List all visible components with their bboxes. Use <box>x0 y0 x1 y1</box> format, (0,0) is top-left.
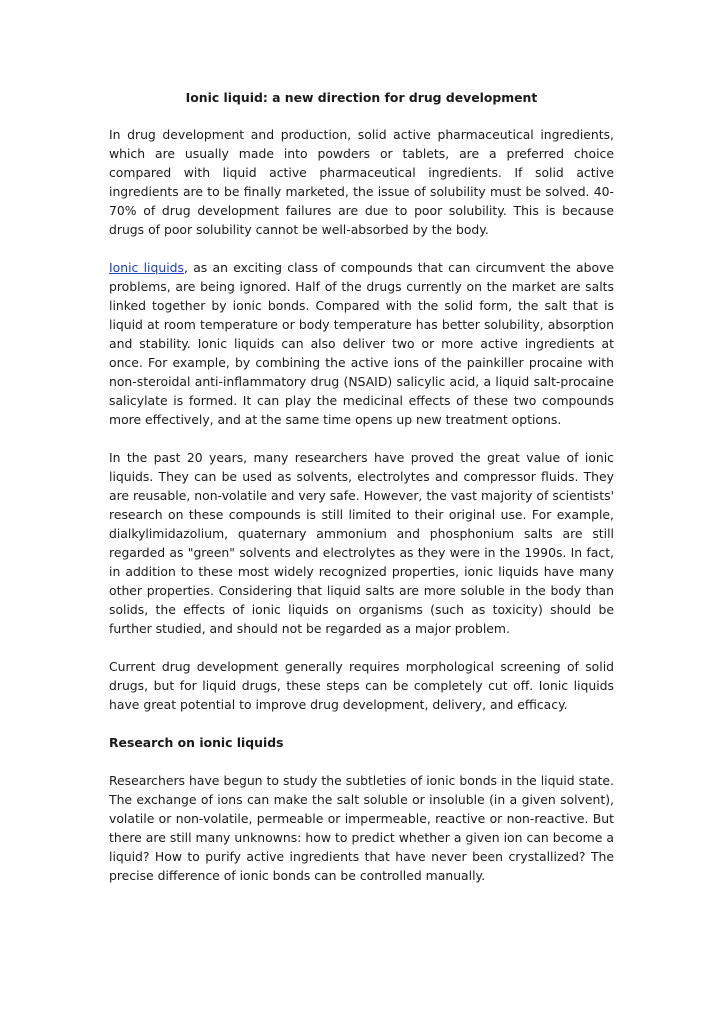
paragraph-past-research: In the past 20 years, many researchers have proved the great value of ionic liquids. They can be used as solvents, electrolytes and compressor fluids. They are reusable, non-volatile and very safe. However, the vast majority of scientists' research on these compounds is still limited to their original use. For example, dialkylimidazolium, quaternary ammonium and phosphonium salts are still regarded as "green" solvents and electrolytes as they were in the 1990s. In fact, in addition to these most widely recognized properties, ionic liquids have many other properties. Considering that liquid salts are more soluble in the body than solids, the effects of ionic liquids on organisms (such as toxicity) should be further studied, and should not be regarded as a major problem. <box>109 450 614 636</box>
document-page <box>109 88 614 904</box>
paragraph-drug-development: Current drug development generally requires morphological screening of solid drugs, but for liquid drugs, these steps can be completely cut off. Ionic liquids have great potential to improve drug development, delivery, and efficacy. <box>109 659 614 712</box>
section-heading: Research on ionic liquids <box>109 735 284 750</box>
ionic-liquids-link[interactable]: Ionic liquids <box>109 260 184 275</box>
paragraph-research: Researchers have begun to study the subtleties of ionic bonds in the liquid state. The exchange of ions can make the salt soluble or insoluble (in a given solvent), volatile or non-volatile, permeable or impermeable, reactive or non-reactive. But there are still many unknowns: how to predict whether a given ion can become a liquid? How to purify active ingredients that have never been crystallized? The precise difference of ionic bonds can be controlled manually. <box>109 773 614 883</box>
document-title: Ionic liquid: a new direction for drug development <box>185 90 538 105</box>
paragraph-ionic-liquids-text: , as an exciting class of compounds that can circumvent the above problems, are being ignored. Half of the drugs currently on the market are salts linked together by ionic bonds. Compared with the solid form, the salt that is liquid at room temperature or body temperature has better solubility, absorption and stability. Ionic liquids can also deliver two or more active ingredients at once. For example, by combining the active ions of the painkiller procaine with non-steroidal anti-inflammatory drug (NSAID) salicylic acid, a liquid salt-procaine salicylate is formed. It can play the medicinal effects of these two compounds more effectively, and at the same time opens up new treatment options. <box>109 260 614 427</box>
paragraph-ionic-liquids <box>109 258 614 429</box>
paragraph-intro: In drug development and production, solid active pharmaceutical ingredients, which are usually made into powders or tablets, are a preferred choice compared with liquid active pharmaceutical ingredients. If solid active ingredients are to be finally marketed, the issue of solubility must be solved. 40-70% of drug development failures are due to poor solubility. This is because drugs of poor solubility cannot be well-absorbed by the body. <box>109 127 614 237</box>
